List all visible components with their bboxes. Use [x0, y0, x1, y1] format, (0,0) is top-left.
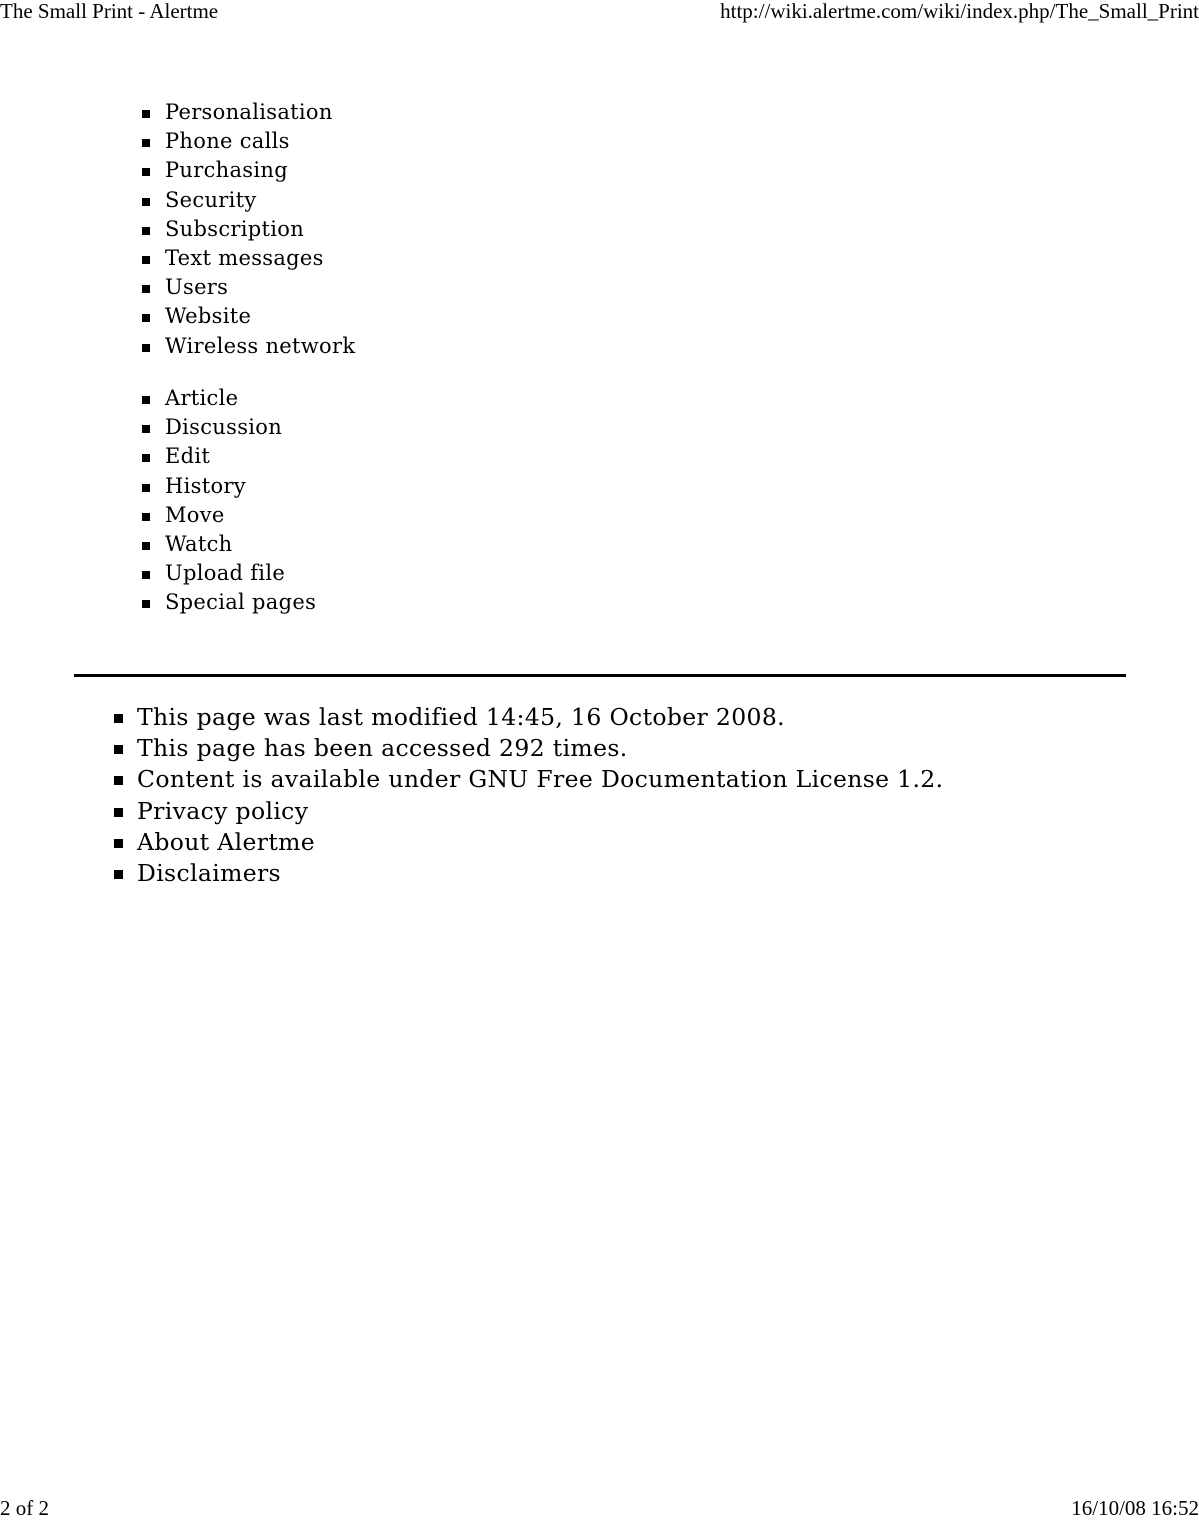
square-bullet-icon	[114, 714, 123, 723]
square-bullet-icon	[142, 168, 150, 176]
category-item-wireless-network[interactable]	[140, 332, 355, 361]
square-bullet-icon	[114, 870, 123, 879]
footer-divider	[74, 674, 1126, 677]
category-item-phone-calls[interactable]	[140, 127, 355, 156]
square-bullet-icon	[142, 600, 150, 608]
square-bullet-icon	[142, 344, 150, 352]
category-link[interactable]: Users	[165, 275, 229, 300]
square-bullet-icon	[142, 110, 150, 118]
print-page-title: The Small Print - Alertme	[0, 0, 219, 23]
footer-about[interactable]	[112, 827, 943, 858]
action-item-watch[interactable]	[140, 530, 316, 559]
square-bullet-icon	[142, 256, 150, 264]
categories-list	[140, 98, 355, 361]
action-item-history[interactable]	[140, 472, 316, 501]
square-bullet-icon	[142, 396, 150, 404]
square-bullet-icon	[142, 198, 150, 206]
category-link[interactable]: Phone calls	[165, 129, 290, 154]
square-bullet-icon	[114, 808, 123, 817]
action-link[interactable]: Discussion	[165, 415, 283, 440]
square-bullet-icon	[142, 513, 150, 521]
footer-text: This page was last modified 14:45, 16 October 2008.	[137, 703, 785, 731]
action-link[interactable]: History	[165, 473, 246, 498]
square-bullet-icon	[114, 839, 123, 848]
category-link[interactable]: Wireless network	[165, 333, 356, 358]
square-bullet-icon	[142, 454, 150, 462]
category-item-personalisation[interactable]	[140, 98, 355, 127]
square-bullet-icon	[142, 285, 150, 293]
footer-last-modified	[112, 702, 943, 733]
footer-privacy-policy[interactable]	[112, 796, 943, 827]
footer-disclaimers-link[interactable]: Disclaimers	[137, 858, 281, 887]
footer-disclaimers[interactable]	[112, 858, 943, 889]
category-item-purchasing[interactable]	[140, 156, 355, 185]
category-item-users[interactable]	[140, 273, 355, 302]
action-item-special-pages[interactable]	[140, 588, 316, 617]
category-link[interactable]: Website	[165, 304, 252, 329]
category-item-security[interactable]	[140, 186, 355, 215]
footer-license[interactable]	[112, 764, 943, 795]
print-timestamp: 16/10/08 16:52	[1071, 1496, 1199, 1520]
footer-about-link[interactable]: About Alertme	[137, 827, 316, 856]
action-link[interactable]: Watch	[165, 531, 233, 556]
square-bullet-icon	[142, 484, 150, 492]
square-bullet-icon	[142, 314, 150, 322]
footer-privacy-link[interactable]: Privacy policy	[137, 796, 309, 825]
footer-license-link[interactable]: Content is available under GNU Free Documentation License 1.2.	[137, 765, 944, 794]
action-link[interactable]: Special pages	[165, 590, 317, 615]
action-link[interactable]: Article	[165, 386, 239, 410]
footer-text: This page has been accessed 292 times.	[137, 734, 628, 763]
print-page-number: 2 of 2	[0, 1496, 49, 1520]
print-page-url: http://wiki.alertme.com/wiki/index.php/The_Small_Print	[720, 0, 1199, 23]
category-item-subscription[interactable]	[140, 215, 355, 244]
category-item-website[interactable]	[140, 302, 355, 331]
category-link[interactable]: Purchasing	[165, 158, 288, 183]
action-item-move[interactable]	[140, 501, 316, 530]
footer-view-count	[112, 733, 943, 764]
square-bullet-icon	[142, 227, 150, 235]
square-bullet-icon	[142, 425, 150, 433]
page-actions-list	[140, 384, 316, 618]
action-link[interactable]: Edit	[165, 444, 211, 469]
action-item-edit[interactable]	[140, 442, 316, 471]
footer-info-list	[112, 702, 943, 889]
category-link[interactable]: Text messages	[165, 245, 324, 270]
category-link[interactable]: Subscription	[165, 216, 305, 241]
action-item-article[interactable]	[140, 384, 316, 413]
action-item-upload-file[interactable]	[140, 559, 316, 588]
action-link[interactable]: Move	[165, 502, 225, 527]
square-bullet-icon	[142, 542, 150, 550]
category-link[interactable]: Personalisation	[165, 100, 333, 124]
square-bullet-icon	[114, 745, 123, 754]
square-bullet-icon	[114, 776, 123, 785]
square-bullet-icon	[142, 571, 150, 579]
category-item-text-messages[interactable]	[140, 244, 355, 273]
action-item-discussion[interactable]	[140, 413, 316, 442]
category-link[interactable]: Security	[165, 187, 257, 212]
square-bullet-icon	[142, 139, 150, 147]
action-link[interactable]: Upload file	[165, 561, 286, 586]
